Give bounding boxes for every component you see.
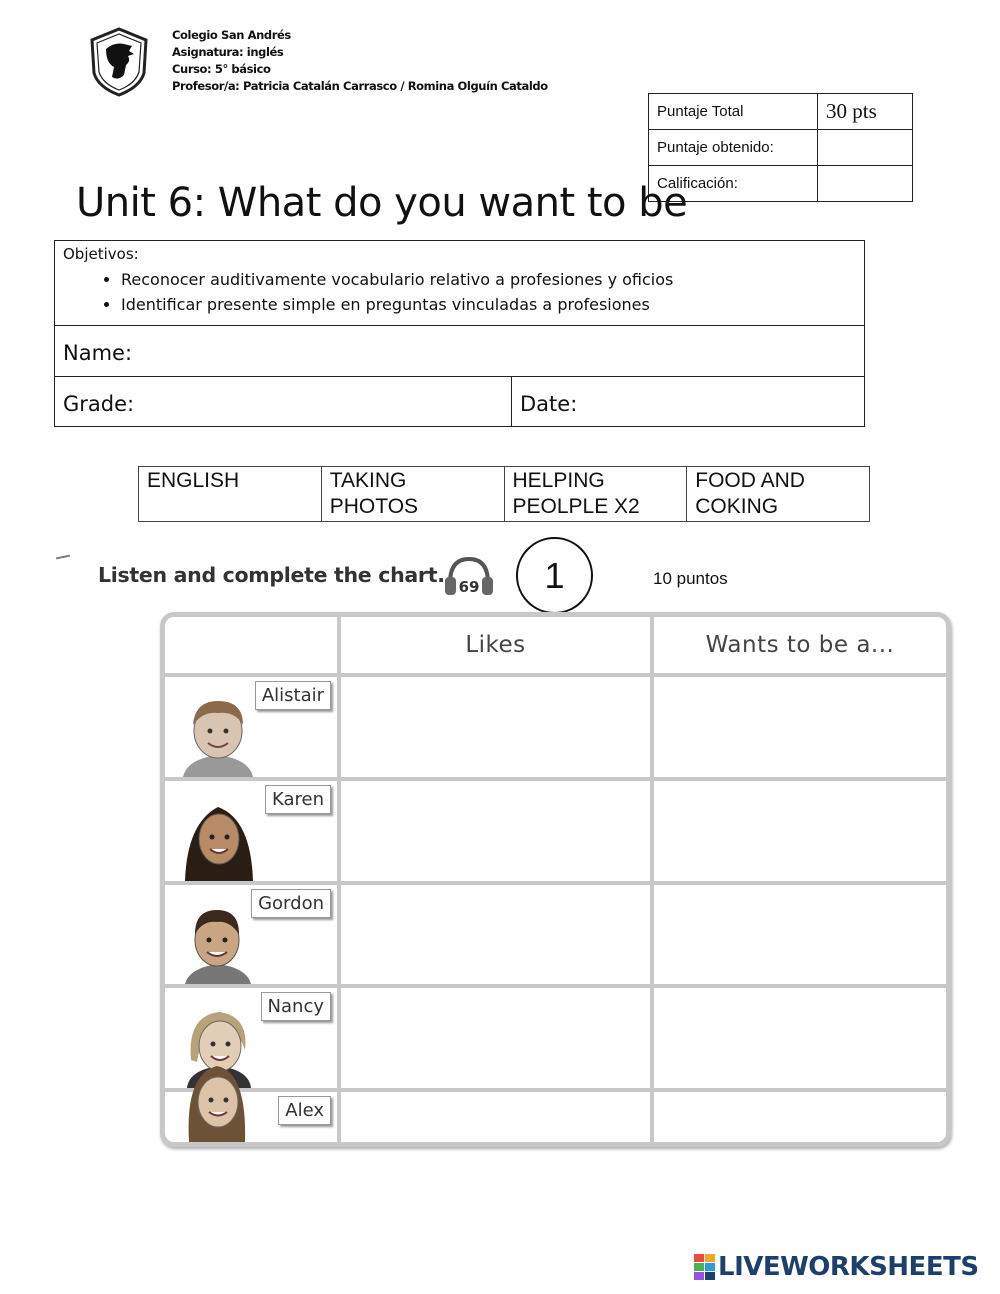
student-photo-gordon [173,896,263,984]
objective-item: • Reconocer auditivamente vocabulario relativo a profesiones y oficios [121,267,856,292]
listening-chart [160,612,951,1147]
word-bank-text: HELPING [512,469,605,492]
logo-text: LIVEWORKSHEETS [718,1252,979,1282]
student-photo-karen [173,793,263,881]
likes-answer-cell[interactable] [339,1090,652,1142]
wants-answer-cell[interactable] [652,986,946,1090]
student-name-tag: Alistair [255,681,331,710]
name-field[interactable] [55,326,864,377]
word-bank-item [139,467,322,522]
headphones-icon[interactable] [442,553,496,597]
obtained-score-label: Puntaje obtenido: [649,130,818,166]
wants-answer-cell[interactable] [652,675,946,779]
date-field[interactable] [512,377,864,426]
word-bank-text: TAKING [329,469,407,492]
likes-answer-cell[interactable] [339,675,652,779]
name-label: Name: [63,341,133,365]
table-row [165,779,946,883]
decorative-dash [56,555,70,560]
school-name: Colegio San Andrés [172,28,291,42]
table-row [165,675,946,779]
liveworksheets-logo [694,1252,979,1282]
exercise-points: 10 puntos [653,569,728,588]
school-crest-logo [88,27,150,97]
student-cell [165,883,339,987]
obtained-score-field[interactable] [818,130,913,166]
subject-line: Asignatura: inglés [172,45,284,59]
objectives-list [63,267,856,317]
table-row [165,986,946,1090]
wants-column-header: Wants to be a... [652,617,946,675]
student-name-tag: Karen [265,785,331,814]
objectives-label: Objetivos: [63,245,139,263]
student-photo-alistair [173,689,263,777]
word-bank [138,466,870,522]
word-bank-item [321,467,504,522]
student-cell [165,675,339,779]
objective-item: • Identificar presente simple en preguntas vinculadas a profesiones [121,292,856,317]
objectives-section [55,241,864,326]
grade-score-field[interactable] [818,166,913,202]
word-bank-text: PEOLPLE X2 [512,495,640,518]
score-box [648,93,913,202]
student-photo-alex [173,1054,263,1142]
likes-answer-cell[interactable] [339,883,652,987]
likes-answer-cell[interactable] [339,986,652,1090]
student-cell [165,779,339,883]
audio-track-number: 69 [458,578,480,596]
chart-corner-cell [165,617,339,675]
logo-blocks-icon [694,1254,716,1280]
total-score-value: 30 pts [818,94,913,130]
grade-score-label: Calificación: [649,166,818,202]
word-bank-item [687,467,870,522]
teacher-line: Profesor/a: Patricia Catalán Carrasco / Romina Olguín Cataldo [172,79,548,93]
exercise-number: 1 [516,537,593,614]
student-info-box [54,240,865,427]
likes-column-header: Likes [339,617,652,675]
word-bank-text: ENGLISH [147,469,240,492]
grade-label: Grade: [63,392,135,416]
word-bank-text: COKING [695,495,779,518]
chart-header-row [165,617,946,675]
student-name-tag: Alex [278,1096,331,1125]
page-title: Unit 6: What do you want to be [76,180,688,226]
wants-answer-cell[interactable] [652,779,946,883]
wants-answer-cell[interactable] [652,883,946,987]
student-cell [165,1090,339,1142]
table-row [165,1090,946,1142]
date-label: Date: [520,392,578,416]
word-bank-item [504,467,687,522]
exercise-instruction: Listen and complete the chart. [98,563,445,587]
chart-table [165,617,946,1142]
wants-answer-cell[interactable] [652,1090,946,1142]
course-line: Curso: 5° básico [172,62,271,76]
student-name-tag: Nancy [261,992,331,1021]
grade-field[interactable] [55,377,512,426]
likes-answer-cell[interactable] [339,779,652,883]
student-name-tag: Gordon [251,889,331,918]
table-row [165,883,946,987]
school-info [172,27,548,95]
total-score-label: Puntaje Total [649,94,818,130]
word-bank-text: FOOD AND [695,469,805,492]
word-bank-text: PHOTOS [329,495,419,518]
